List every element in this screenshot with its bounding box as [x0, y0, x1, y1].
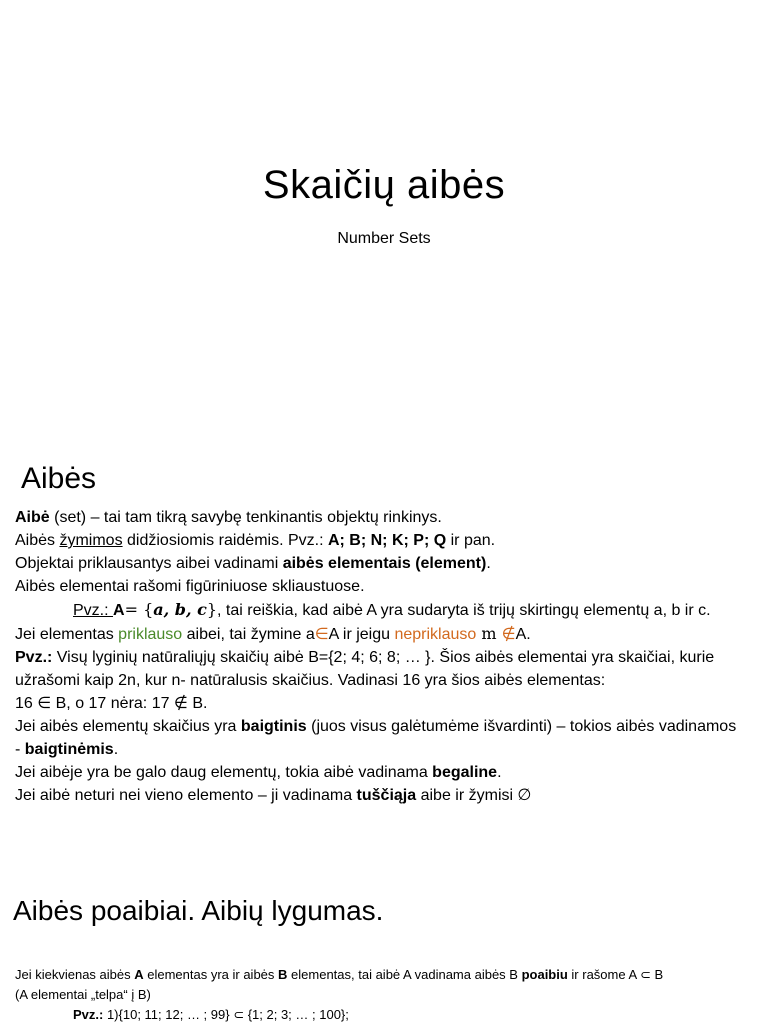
text: (set) – tai tam tikrą savybę tenkinantis objektų rinkinys.: [49, 509, 442, 526]
text: Jei elementas: [15, 626, 119, 643]
math-m: m: [476, 624, 502, 643]
example-label: Pvz.:: [15, 649, 53, 666]
term-baigtinemis: baigtinėmis: [24, 741, 114, 758]
section-heading-poaibiai: Aibės poaibiai. Aibių lygumas.: [13, 895, 384, 926]
slide-title: Skaičių aibės: [262, 163, 506, 207]
line-notation: [15, 529, 740, 552]
text: Jei aibėje yra be galo daug elementų, tokia aibė vadinama: [15, 764, 433, 781]
line-empty-set: [15, 784, 740, 807]
text: aibe ir žymisi ∅: [416, 787, 532, 804]
math-close: }: [206, 600, 218, 619]
set-A: A: [134, 967, 144, 982]
line-membership: [15, 622, 740, 646]
term-baigtinis: baigtinis: [240, 718, 307, 735]
line-subset: [15, 965, 750, 985]
line-finite: [15, 715, 740, 761]
text: didžiosiomis raidėmis. Pvz.:: [122, 532, 328, 549]
line-set-definition: [15, 506, 740, 529]
set-A: A: [113, 602, 125, 619]
line-fits: (A elementai „telpa“ į B): [15, 987, 151, 1002]
text: , tai reiškia, kad aibė A yra sudaryta iš trijų skirtingų elementų a, b ir c.: [217, 602, 711, 619]
line-even-example: [15, 646, 740, 692]
set-B: B: [278, 967, 288, 982]
symbol-in: ∈: [314, 626, 329, 643]
slide-subtitle: Number Sets: [337, 230, 431, 247]
text: Visų lyginių natūraliųjų skaičių aibė B={2; 4; 6; 8; … }. Šios aibės elementai yra skaičiai, kurie užrašomi kaip 2n, kur n- natūralusis skaičius. Vadinasi 16 yra šios aibės elementas:: [15, 649, 715, 689]
underlined-zymimos: žymimos: [59, 532, 123, 549]
text: Jei aibė neturi nei vieno elemento – ji vadinama: [15, 787, 357, 804]
text: elementas, tai aibė A vadinama aibės B: [287, 967, 522, 982]
text: 1){10; 11; 12; … ; 99} ⊂ {1; 2; 3; … ; 100};: [103, 1007, 349, 1022]
text: Objektai priklausantys aibei vadinami: [15, 555, 283, 572]
line-braces: Aibės elementai rašomi figūriniuose skliaustuose.: [15, 578, 365, 595]
line-example-abc: [15, 598, 740, 622]
symbol-notin: ∉: [501, 626, 516, 643]
example-label: Pvz.:: [73, 602, 114, 619]
text: .: [113, 741, 119, 758]
text: A.: [515, 626, 531, 643]
text: .: [486, 555, 491, 572]
text: elementas yra ir aibės: [143, 967, 279, 982]
text: Aibės: [15, 532, 60, 549]
text: A ir jeigu: [328, 626, 395, 643]
math-open: = {: [124, 600, 154, 619]
text: Jei aibės elementų skaičius yra: [15, 718, 241, 735]
set-letters: A; B; N; K; P; Q: [327, 532, 447, 549]
line-infinite: [15, 761, 740, 784]
section-heading-aibes: Aibės: [21, 462, 97, 495]
aibes-definitions: [15, 506, 740, 807]
text: ir rašome A ⊂ B: [567, 967, 664, 982]
example-label: Pvz.:: [73, 1007, 104, 1022]
word-nepriklauso: nepriklauso: [394, 626, 477, 643]
line-16-17: 16 ∈ B, o 17 nėra: 17 ∉ B.: [15, 695, 208, 712]
term-begaline: begaline: [432, 764, 498, 781]
text: aibei, tai žymine a: [182, 626, 315, 643]
term-elements: aibės elementais (element): [282, 555, 487, 572]
text: .: [497, 764, 502, 781]
text: ir pan.: [446, 532, 496, 549]
term-poaibiu: poaibiu: [521, 967, 568, 982]
line-subset-example: [15, 1005, 750, 1025]
line-elements: [15, 552, 740, 575]
term-tusciaja: tuščiąja: [356, 787, 417, 804]
word-priklauso: priklauso: [118, 626, 183, 643]
term-aibe: Aibė: [15, 509, 50, 526]
subset-definition: [15, 965, 750, 1025]
text: Jei kiekvienas aibės: [15, 967, 135, 982]
text: (juos visus galėtumėme išvardinti) – tokios aibės vadinamos -: [15, 718, 737, 758]
math-set: a, b, c: [153, 600, 207, 619]
